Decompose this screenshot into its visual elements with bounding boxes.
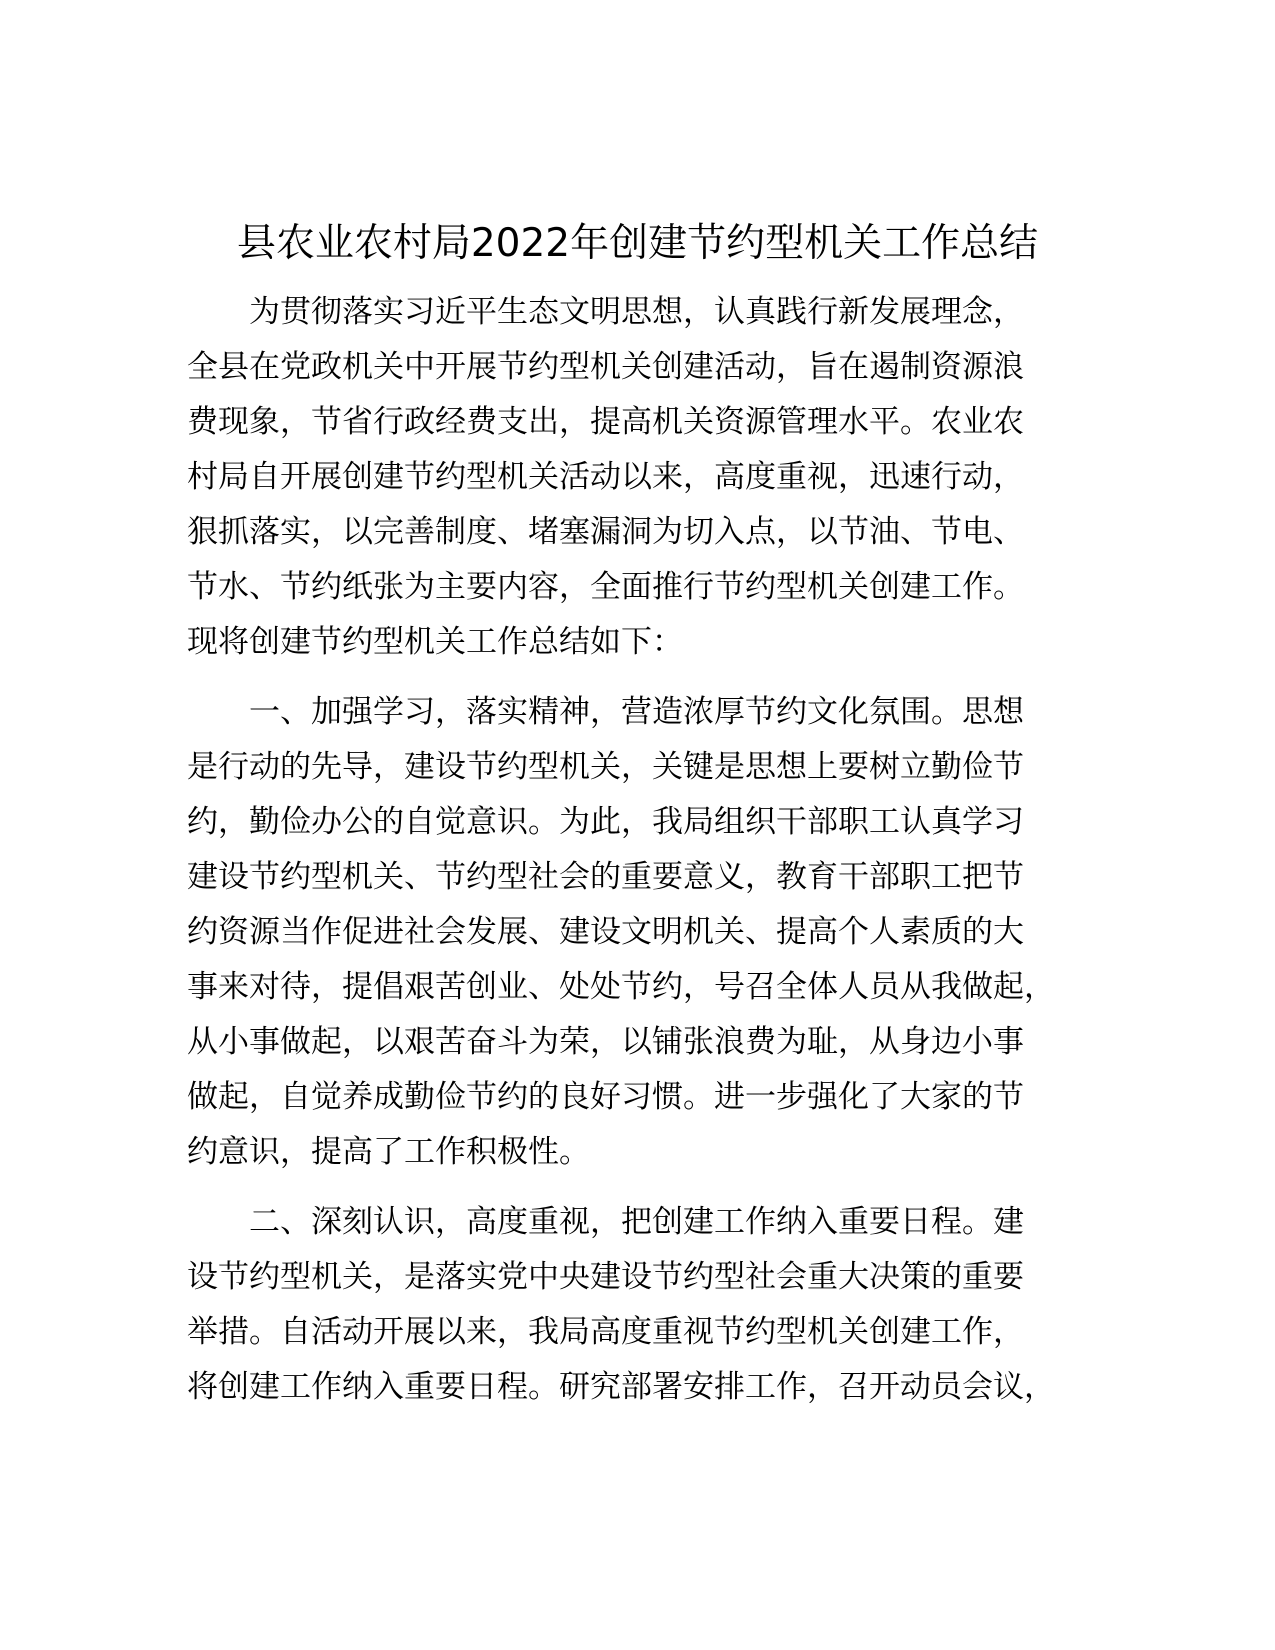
document-title: 县农业农村局2022年创建节约型机关工作总结 xyxy=(236,221,1039,266)
paragraph-line: 约，勤俭办公的自觉意识。为此，我局组织干部职工认真学习 xyxy=(187,804,1024,840)
section-heading-line: 一、加强学习，落实精神，营造浓厚节约文化氛围。思想 xyxy=(249,694,1024,730)
paragraph-line: 村局自开展创建节约型机关活动以来，高度重视，迅速行动， xyxy=(187,459,1024,495)
paragraph-line: 举措。自活动开展以来，我局高度重视节约型机关创建工作， xyxy=(187,1314,1024,1350)
paragraph-line: 费现象，节省行政经费支出，提高机关资源管理水平。农业农 xyxy=(187,404,1024,440)
paragraph-line: 建设节约型机关、节约型社会的重要意义，教育干部职工把节 xyxy=(187,859,1024,895)
paragraph-line: 全县在党政机关中开展节约型机关创建活动，旨在遏制资源浪 xyxy=(187,349,1024,385)
paragraph-line: 做起，自觉养成勤俭节约的良好习惯。进一步强化了大家的节 xyxy=(187,1079,1024,1115)
paragraph-line: 事来对待，提倡艰苦创业、处处节约，号召全体人员从我做起， xyxy=(187,969,1055,1005)
section-heading-line: 二、深刻认识，高度重视，把创建工作纳入重要日程。建 xyxy=(249,1204,1024,1240)
paragraph-line: 是行动的先导，建设节约型机关，关键是思想上要树立勤俭节 xyxy=(187,749,1024,785)
paragraph-line: 约资源当作促进社会发展、建设文明机关、提高个人素质的大 xyxy=(187,914,1024,950)
paragraph-line: 约意识，提高了工作积极性。 xyxy=(187,1134,590,1170)
paragraph-line: 现将创建节约型机关工作总结如下： xyxy=(187,624,683,660)
paragraph-line: 从小事做起，以艰苦奋斗为荣，以铺张浪费为耻，从身边小事 xyxy=(187,1024,1024,1060)
paragraph-line: 为贯彻落实习近平生态文明思想，认真践行新发展理念， xyxy=(249,294,1024,330)
paragraph-line: 节水、节约纸张为主要内容，全面推行节约型机关创建工作。 xyxy=(187,569,1024,605)
paragraph-line: 设节约型机关，是落实党中央建设节约型社会重大决策的重要 xyxy=(187,1259,1024,1295)
paragraph-line: 狠抓落实，以完善制度、堵塞漏洞为切入点，以节油、节电、 xyxy=(187,514,1024,550)
paragraph-line: 将创建工作纳入重要日程。研究部署安排工作，召开动员会议， xyxy=(187,1369,1055,1405)
